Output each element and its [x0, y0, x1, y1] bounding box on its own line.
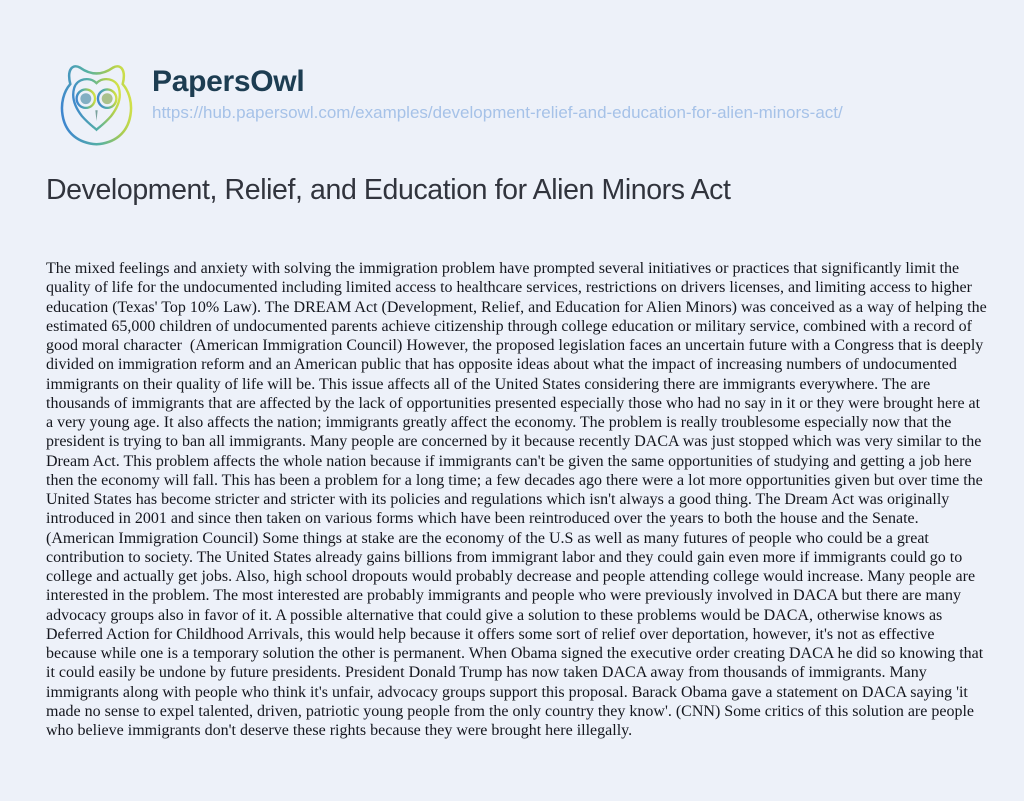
owl-icon	[45, 55, 148, 152]
header-text	[152, 55, 843, 123]
brand-name: PapersOwl	[152, 65, 305, 98]
papersowl-logo[interactable]	[45, 55, 148, 152]
source-url-link[interactable]: https://hub.papersowl.com/examples/development-relief-and-education-for-alien-minors-act/	[152, 103, 843, 122]
essay-title: Development, Relief, and Education for Alien Minors Act	[46, 174, 731, 206]
essay-body-text: The mixed feelings and anxiety with solving the immigration problem have prompted several initiatives or practices that significantly limit the quality of life for the undocumented including limited access to healthcare services, restrictions on drivers licenses, and limiting access to higher education (Texas' Top 10% Law). The DREAM Act (Development, Relief, and Education for Alien Minors) was conceived as a way of helping the estimated 65,000 children of undocumented parents achieve citizenship through college education or military service, combined with a record of good moral character (American Immigration Council) However, the proposed legislation faces an uncertain future with a Congress that is deeply divided on immigration reform and an American public that has opposite ideas about what the impact of increasing numbers of undocumented immigrants on their quality of life will be. This issue affects all of the United States considering there are immigrants everywhere. The are thousands of immigrants that are affected by the lack of opportunities presented especially those who had no say in it or they were brought here at a very young age. It also affects the nation; immigrants greatly affect the economy. The problem is really troublesome especially now that the president is trying to ban all immigrants. Many people are concerned by it because recently DACA was just stopped which was very similar to the Dream Act. This problem affects the whole nation because if immigrants can't be given the same opportunities of studying and getting a job here then the economy will fall. This has been a problem for a long time; a few decades ago there were a lot more opportunities given but over time the United States has become stricter and stricter with its policies and regulations which isn't always a good thing. The Dream Act was originally introduced in 2001 and since then taken on various forms which have been reintroduced over the years to both the house and the Senate. (American Immigration Council) Some things at stake are the economy of the U.S as well as many futures of people who could be a great contribution to society. The United States already gains billions from immigrant labor and they could gain even more if immigrants could go to college and actually get jobs. Also, high school dropouts would probably decrease and people attending college would increase. Many people are interested in the problem. The most interested are probably immigrants and people who were previously involved in DACA but there are many advocacy groups also in favor of it. A possible alternative that could give a solution to these problems would be DACA, otherwise knows as Deferred Action for Childhood Arrivals, this would help because it offers some sort of relief over deportation, however, it's not as effective because while one is a temporary solution the other is permanent. When Obama signed the executive order creating DACA he did so knowing that it could easily be undone by future presidents. President Donald Trump has now taken DACA away from thousands of immigrants. Many immigrants along with people who think it's unfair, advocacy groups support this proposal. Barack Obama gave a statement on DACA saying 'it made no sense to expel talented, driven, patriotic young people from the only country they know'. (CNN) Some critics of this solution are people who believe immigrants don't deserve these rights because they were brought here illegally.	[46, 260, 991, 739]
header	[45, 55, 843, 152]
